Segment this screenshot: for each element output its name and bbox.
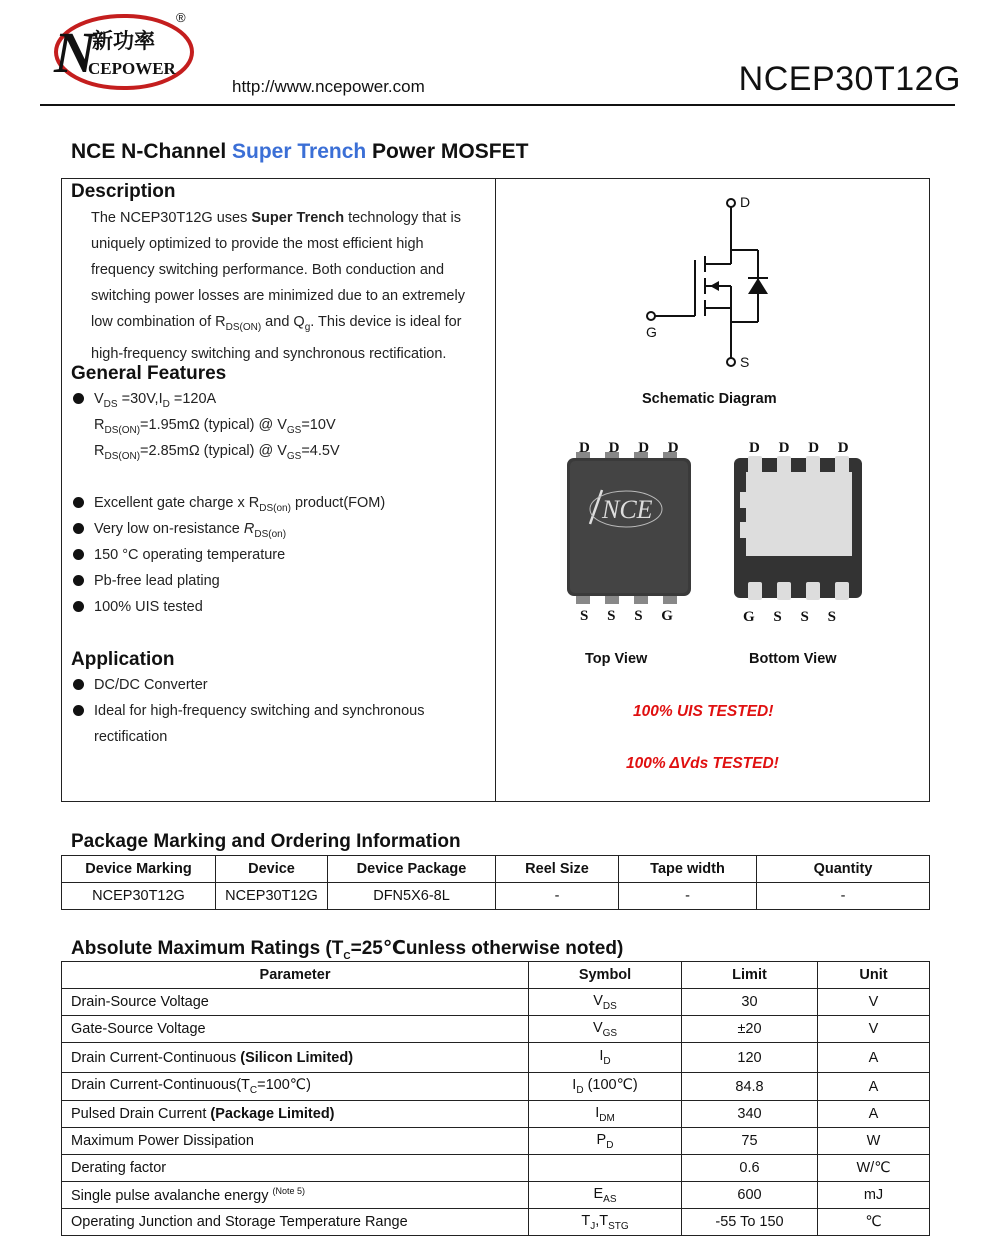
application-item: DC/DC Converter [73,677,208,693]
symbol-cell: $T_J,T_{STG}$ [529,1209,682,1236]
top-view-drain-pins: D D D D [579,440,679,456]
column-header: Quantity [757,856,930,883]
unit-cell: A [818,1101,930,1128]
table-cell: NCEP30T12G [62,883,216,910]
table-row [62,1043,930,1073]
limit-cell: 30 [682,989,818,1016]
feature-item: Pb-free lead plating [73,573,220,589]
limit-cell: 0.6 [682,1155,818,1182]
feature-item: $V_{DS} =30V,I_D =120A$ [73,391,216,410]
overview-divider [495,178,496,802]
unit-cell: A [818,1073,930,1101]
table-row [62,1101,930,1128]
column-header: Parameter [62,962,529,989]
parameter-cell: Drain Current-Continuous (Silicon Limited) [62,1043,529,1073]
description-text: The NCEP30T12G uses Super Trench technology that is uniquely optimized to provide the most efficient high frequency switching performance. Both conduction and switching power losses are minimized due to an extremely low combination of $R_{DS(ON)}$ and $Q_g$. This device is ideal for high-frequency switching and synchronous rectification. [91,210,465,362]
feature-item: Excellent gate charge x $R_{DS(on)}$ product(FOM) [73,495,385,514]
top-view-lower-pins: S S S G [580,608,673,624]
bottom-view-drain-pins: D D D D [749,440,849,456]
unit-cell: W [818,1128,930,1155]
table-row [62,1016,930,1043]
column-header: Unit [818,962,930,989]
table-row [62,1073,930,1101]
column-header: Device Package [328,856,496,883]
unit-cell: V [818,989,930,1016]
symbol-cell: $V_{DS}$ [529,989,682,1016]
dvds-tested-note: 100% ΔVds TESTED! [626,755,779,772]
table-cell: - [496,883,619,910]
company-logo [48,8,198,96]
column-header: Device Marking [62,856,216,883]
logo-mark: N [54,20,96,85]
website-url[interactable]: http://www.ncepower.com [232,77,425,96]
description-heading: Description [71,181,176,202]
table-cell: DFN5X6-8L [328,883,496,910]
limit-cell: 340 [682,1101,818,1128]
symbol-cell: $I_{DM}$ [529,1101,682,1128]
top-view-package [560,438,700,628]
table-row [62,989,930,1016]
registered-mark: ® [176,10,186,25]
symbol-cell: $V_{GS}$ [529,1016,682,1043]
feature-item: 150 °C operating temperature [73,547,285,563]
parameter-cell: Pulsed Drain Current (Package Limited) [62,1101,529,1128]
bottom-view-caption: Bottom View [749,651,837,667]
schematic-caption: Schematic Diagram [642,391,777,407]
feature-item: $R_{DS(ON)}=2.85m\Omega$ (typical) @ $V_{GS}=4.5V$ [94,443,340,462]
symbol-cell: $I_D$ [529,1043,682,1073]
unit-cell: ℃ [818,1209,930,1236]
limit-cell: 120 [682,1043,818,1073]
parameter-cell: Derating factor [62,1155,529,1182]
column-header: Device [216,856,328,883]
table-cell: - [757,883,930,910]
unit-cell: A [818,1043,930,1073]
application-item-continued: rectification [94,729,168,745]
limit-cell: ±20 [682,1016,818,1043]
parameter-cell: Gate-Source Voltage [62,1016,529,1043]
drain-label: D [740,194,751,210]
parameter-cell: Drain-Source Voltage [62,989,529,1016]
logo-text: CEPOWER [88,59,176,78]
symbol-cell: $P_D$ [529,1128,682,1155]
logo-chinese: 新功率 [92,29,155,53]
table-cell: - [619,883,757,910]
symbol-cell [529,1155,682,1182]
table-row [62,1182,930,1209]
features-heading: General Features [71,363,227,384]
table-row [62,1128,930,1155]
header-divider [40,104,955,106]
feature-item: Very low on-resistance $R_{DS(on)}$ [73,521,286,540]
uis-tested-note: 100% UIS TESTED! [633,703,774,720]
table-cell: NCEP30T12G [216,883,328,910]
ordering-heading: Package Marking and Ordering Information [71,831,461,852]
symbol-cell: $I_D$ (100℃) [529,1073,682,1101]
column-header: Symbol [529,962,682,989]
table-row [62,1209,930,1236]
top-view-caption: Top View [585,651,648,667]
document-title: NCE N-Channel Super Trench Power MOSFET [71,140,529,163]
table-row [62,883,930,910]
ratings-table [61,961,930,1236]
parameter-cell: Operating Junction and Storage Temperature Range [62,1209,529,1236]
symbol-cell: $E_{AS}$ [529,1182,682,1209]
ratings-heading: Absolute Maximum Ratings ($T_C=25℃unless$ otherwise noted) [71,938,624,962]
parameter-cell: Maximum Power Dissipation [62,1128,529,1155]
feature-item: 100% UIS tested [73,599,203,615]
application-heading: Application [71,649,175,670]
schematic-diagram [630,190,790,380]
bottom-view-lower-pins: G S S S [743,609,836,625]
part-number: NCEP30T12G [738,60,961,98]
parameter-cell: Drain Current-$Continuous(T_C=100℃)$ [62,1073,529,1101]
limit-cell: -55 To 150 [682,1209,818,1236]
gate-label: G [646,324,657,340]
unit-cell: W/℃ [818,1155,930,1182]
unit-cell: V [818,1016,930,1043]
column-header: Tape width [619,856,757,883]
bottom-view-package [730,438,870,628]
ordering-table [61,855,930,910]
limit-cell: 84.8 [682,1073,818,1101]
feature-item: $R_{DS(ON)}=1.95m\Omega$ (typical) @ $V_{GS}=10V$ [94,417,336,436]
package-marking: NCE [602,495,653,524]
source-label: S [740,354,750,370]
parameter-cell: Single pulse avalanche energy $^{(Note 5)}$ [62,1182,529,1209]
unit-cell: mJ [818,1182,930,1209]
limit-cell: 75 [682,1128,818,1155]
table-row [62,1155,930,1182]
limit-cell: 600 [682,1182,818,1209]
column-header: Reel Size [496,856,619,883]
application-item: Ideal for high-frequency switching and synchronous [73,703,424,719]
column-header: Limit [682,962,818,989]
